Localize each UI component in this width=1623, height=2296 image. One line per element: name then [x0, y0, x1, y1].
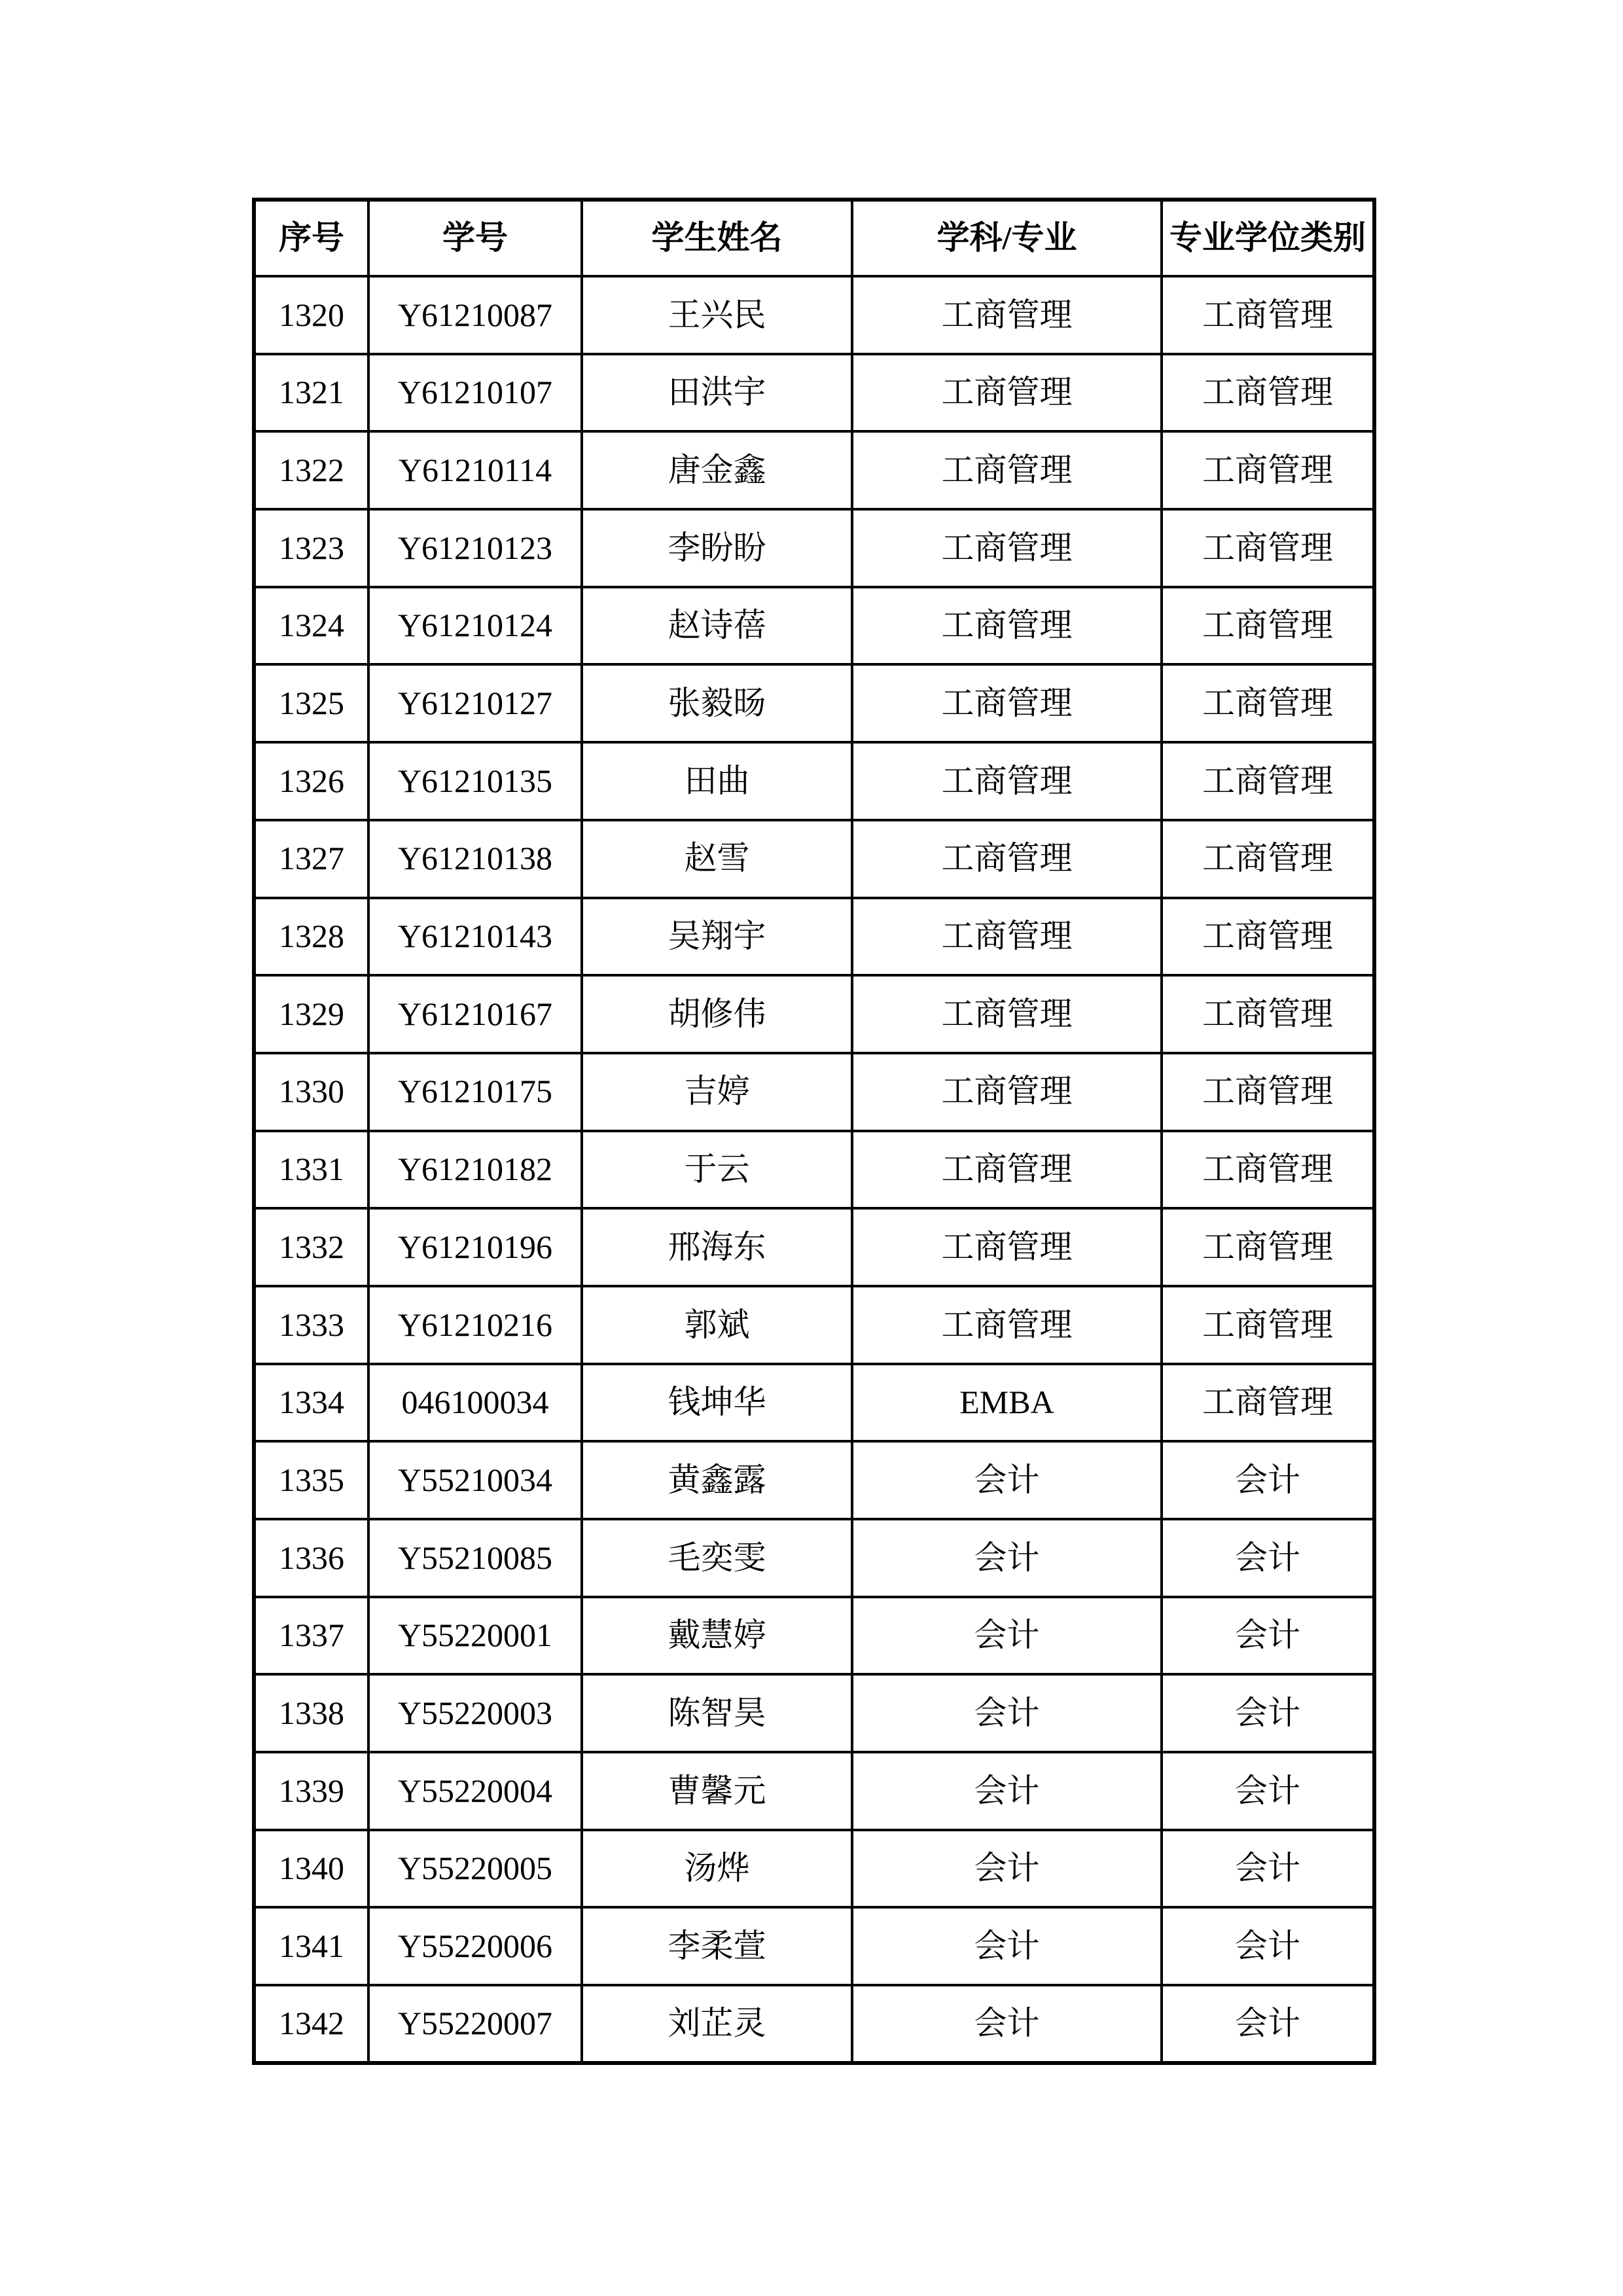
- cell-student-id: Y61210143: [368, 898, 582, 976]
- cell-degree-category: 会计: [1162, 1830, 1374, 1908]
- table-row: [254, 431, 1374, 509]
- cell-serial: 1334: [254, 1364, 368, 1442]
- cell-major: 工商管理: [852, 587, 1162, 665]
- cell-student-id: Y61210087: [368, 276, 582, 354]
- cell-serial: 1322: [254, 431, 368, 509]
- cell-student-id: Y55220005: [368, 1830, 582, 1908]
- table-row: [254, 820, 1374, 898]
- cell-serial: 1328: [254, 898, 368, 976]
- cell-student-id: Y61210216: [368, 1286, 582, 1364]
- cell-major: 工商管理: [852, 742, 1162, 820]
- header-major: 学科/专业: [852, 200, 1162, 276]
- cell-major: 工商管理: [852, 1053, 1162, 1131]
- cell-serial: 1335: [254, 1441, 368, 1519]
- cell-degree-category: 工商管理: [1162, 975, 1374, 1053]
- cell-major: 工商管理: [852, 509, 1162, 587]
- table-row: [254, 1907, 1374, 1985]
- cell-degree-category: 工商管理: [1162, 1208, 1374, 1286]
- cell-degree-category: 会计: [1162, 1752, 1374, 1830]
- cell-serial: 1329: [254, 975, 368, 1053]
- cell-serial: 1332: [254, 1208, 368, 1286]
- cell-student-name: 邢海东: [582, 1208, 852, 1286]
- cell-student-name: 于云: [582, 1131, 852, 1209]
- cell-degree-category: 工商管理: [1162, 587, 1374, 665]
- cell-student-name: 胡修伟: [582, 975, 852, 1053]
- cell-major: 会计: [852, 1907, 1162, 1985]
- table-row: [254, 354, 1374, 432]
- table-row: [254, 1752, 1374, 1830]
- table-row: [254, 1441, 1374, 1519]
- cell-serial: 1323: [254, 509, 368, 587]
- cell-major: 会计: [852, 1985, 1162, 2063]
- cell-student-id: Y61210175: [368, 1053, 582, 1131]
- cell-student-name: 张毅旸: [582, 664, 852, 742]
- cell-degree-category: 工商管理: [1162, 1131, 1374, 1209]
- cell-student-name: 刘芷灵: [582, 1985, 852, 2063]
- table-header: [254, 200, 1374, 276]
- cell-degree-category: 工商管理: [1162, 664, 1374, 742]
- cell-serial: 1342: [254, 1985, 368, 2063]
- cell-serial: 1336: [254, 1519, 368, 1597]
- cell-student-id: Y61210135: [368, 742, 582, 820]
- cell-degree-category: 工商管理: [1162, 1286, 1374, 1364]
- cell-student-id: Y61210124: [368, 587, 582, 665]
- cell-degree-category: 会计: [1162, 1674, 1374, 1752]
- table-row: [254, 1364, 1374, 1442]
- cell-serial: 1327: [254, 820, 368, 898]
- cell-student-name: 田曲: [582, 742, 852, 820]
- cell-student-id: Y61210114: [368, 431, 582, 509]
- header-student-id: 学号: [368, 200, 582, 276]
- cell-major: 会计: [852, 1674, 1162, 1752]
- cell-major: EMBA: [852, 1364, 1162, 1442]
- student-roster-table: [252, 198, 1376, 2065]
- table-row: [254, 1131, 1374, 1209]
- student-table-body: [254, 276, 1374, 2063]
- table-row: [254, 1830, 1374, 1908]
- table-row: [254, 1208, 1374, 1286]
- cell-major: 工商管理: [852, 431, 1162, 509]
- cell-student-id: Y61210127: [368, 664, 582, 742]
- cell-student-id: Y55220001: [368, 1597, 582, 1675]
- table-row: [254, 276, 1374, 354]
- cell-student-id: Y55220003: [368, 1674, 582, 1752]
- cell-major: 工商管理: [852, 898, 1162, 976]
- table-row: [254, 587, 1374, 665]
- table-row: [254, 1519, 1374, 1597]
- header-serial: 序号: [254, 200, 368, 276]
- cell-serial: 1326: [254, 742, 368, 820]
- table-header-row: [254, 200, 1374, 276]
- cell-major: 工商管理: [852, 1286, 1162, 1364]
- cell-student-name: 吉婷: [582, 1053, 852, 1131]
- cell-major: 会计: [852, 1752, 1162, 1830]
- cell-student-name: 吴翔宇: [582, 898, 852, 976]
- cell-student-name: 郭斌: [582, 1286, 852, 1364]
- cell-major: 工商管理: [852, 1131, 1162, 1209]
- cell-major: 工商管理: [852, 276, 1162, 354]
- table-row: [254, 1597, 1374, 1675]
- cell-student-name: 李柔萱: [582, 1907, 852, 1985]
- cell-student-id: Y55220007: [368, 1985, 582, 2063]
- cell-serial: 1331: [254, 1131, 368, 1209]
- cell-serial: 1324: [254, 587, 368, 665]
- cell-student-id: Y55220006: [368, 1907, 582, 1985]
- header-student-name: 学生姓名: [582, 200, 852, 276]
- table-row: [254, 742, 1374, 820]
- cell-student-id: Y55210034: [368, 1441, 582, 1519]
- cell-degree-category: 会计: [1162, 1985, 1374, 2063]
- cell-student-name: 毛奕雯: [582, 1519, 852, 1597]
- cell-serial: 1337: [254, 1597, 368, 1675]
- cell-degree-category: 会计: [1162, 1907, 1374, 1985]
- cell-student-id: Y55220004: [368, 1752, 582, 1830]
- cell-degree-category: 会计: [1162, 1519, 1374, 1597]
- cell-major: 工商管理: [852, 354, 1162, 432]
- cell-student-name: 王兴民: [582, 276, 852, 354]
- table-row: [254, 898, 1374, 976]
- cell-student-name: 陈智昊: [582, 1674, 852, 1752]
- cell-degree-category: 工商管理: [1162, 1364, 1374, 1442]
- table-row: [254, 664, 1374, 742]
- cell-student-id: Y61210182: [368, 1131, 582, 1209]
- cell-serial: 1341: [254, 1907, 368, 1985]
- cell-degree-category: 会计: [1162, 1597, 1374, 1675]
- cell-serial: 1325: [254, 664, 368, 742]
- cell-student-id: Y61210107: [368, 354, 582, 432]
- cell-degree-category: 会计: [1162, 1441, 1374, 1519]
- cell-major: 会计: [852, 1441, 1162, 1519]
- cell-serial: 1339: [254, 1752, 368, 1830]
- table-row: [254, 1674, 1374, 1752]
- cell-major: 工商管理: [852, 975, 1162, 1053]
- cell-student-id: Y61210138: [368, 820, 582, 898]
- cell-major: 会计: [852, 1597, 1162, 1675]
- cell-major: 会计: [852, 1519, 1162, 1597]
- cell-student-name: 唐金鑫: [582, 431, 852, 509]
- cell-major: 工商管理: [852, 1208, 1162, 1286]
- cell-student-id: Y61210196: [368, 1208, 582, 1286]
- cell-student-name: 赵诗蓓: [582, 587, 852, 665]
- cell-degree-category: 工商管理: [1162, 1053, 1374, 1131]
- cell-student-name: 田洪宇: [582, 354, 852, 432]
- cell-student-name: 戴慧婷: [582, 1597, 852, 1675]
- cell-degree-category: 工商管理: [1162, 354, 1374, 432]
- cell-serial: 1340: [254, 1830, 368, 1908]
- cell-student-name: 汤烨: [582, 1830, 852, 1908]
- table-row: [254, 1053, 1374, 1131]
- cell-student-id: Y61210167: [368, 975, 582, 1053]
- cell-student-id: Y55210085: [368, 1519, 582, 1597]
- cell-serial: 1333: [254, 1286, 368, 1364]
- cell-student-name: 黄鑫露: [582, 1441, 852, 1519]
- cell-degree-category: 工商管理: [1162, 898, 1374, 976]
- cell-degree-category: 工商管理: [1162, 431, 1374, 509]
- cell-degree-category: 工商管理: [1162, 820, 1374, 898]
- header-degree-category: 专业学位类别: [1162, 200, 1374, 276]
- cell-student-name: 钱坤华: [582, 1364, 852, 1442]
- cell-serial: 1320: [254, 276, 368, 354]
- cell-student-id: Y61210123: [368, 509, 582, 587]
- cell-student-name: 赵雪: [582, 820, 852, 898]
- table-row: [254, 1985, 1374, 2063]
- table-row: [254, 975, 1374, 1053]
- cell-student-name: 曹馨元: [582, 1752, 852, 1830]
- table-row: [254, 509, 1374, 587]
- cell-serial: 1338: [254, 1674, 368, 1752]
- cell-degree-category: 工商管理: [1162, 742, 1374, 820]
- cell-student-id: 046100034: [368, 1364, 582, 1442]
- cell-major: 会计: [852, 1830, 1162, 1908]
- cell-major: 工商管理: [852, 820, 1162, 898]
- cell-serial: 1321: [254, 354, 368, 432]
- cell-serial: 1330: [254, 1053, 368, 1131]
- table-row: [254, 1286, 1374, 1364]
- cell-student-name: 李盼盼: [582, 509, 852, 587]
- cell-degree-category: 工商管理: [1162, 276, 1374, 354]
- cell-degree-category: 工商管理: [1162, 509, 1374, 587]
- cell-major: 工商管理: [852, 664, 1162, 742]
